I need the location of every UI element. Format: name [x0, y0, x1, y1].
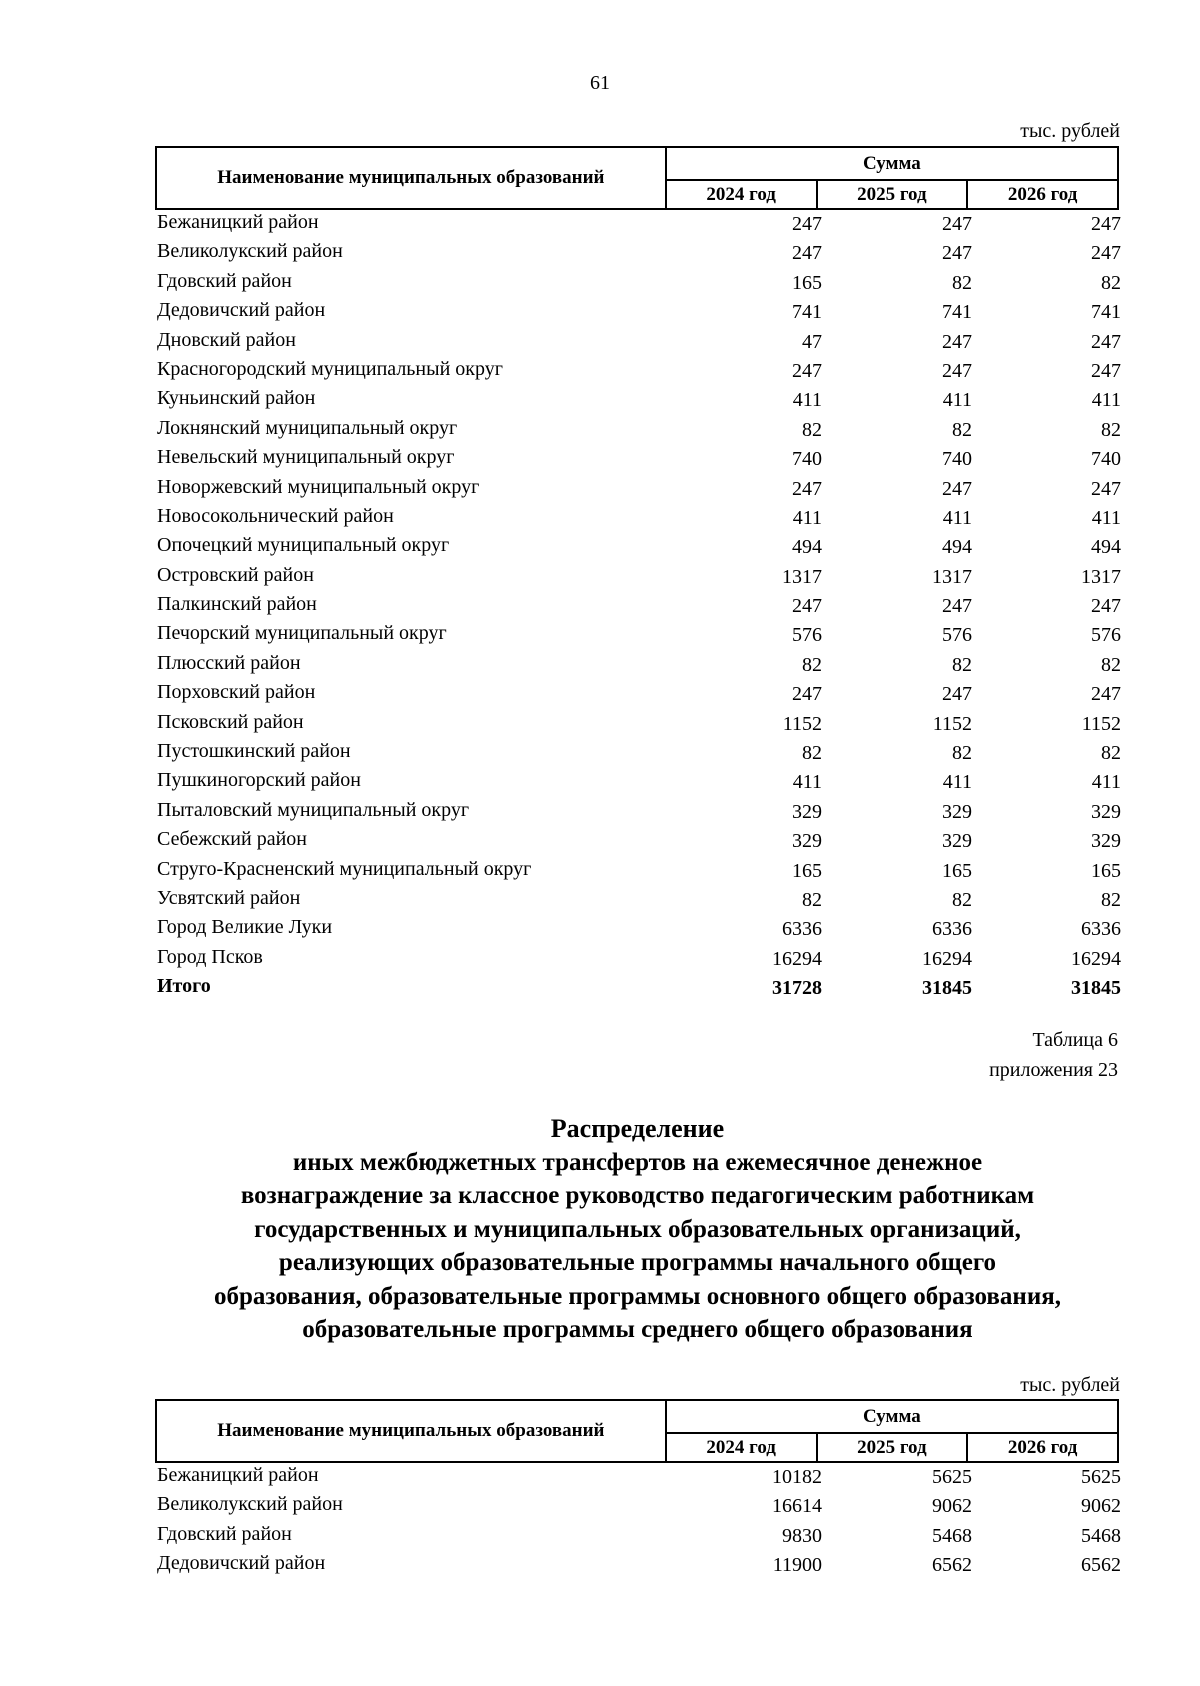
column-header-2025: 2025 год: [817, 1433, 968, 1462]
amount-2025: 247: [942, 595, 972, 618]
amount-2024: 1317: [782, 565, 822, 588]
amount-2026: 5625: [1081, 1466, 1121, 1488]
amount-2025: 247: [942, 213, 972, 235]
column-header-2024: 2024 год: [666, 1433, 817, 1462]
column-header-name: Наименование муниципальных образований: [156, 1400, 666, 1462]
municipality-name: Локнянский муниципальный округ: [157, 416, 458, 439]
amount-2026: 6336: [1081, 918, 1121, 941]
municipality-name: Итого: [157, 975, 211, 998]
table-row: [155, 502, 1119, 531]
amount-2025: 411: [942, 389, 972, 412]
municipality-name: Новоржевский муниципальный округ: [157, 475, 480, 498]
section-title-line: вознаграждение за классное руководство педагогическим работникам: [240, 1182, 1035, 1209]
amount-2026: 247: [1091, 359, 1121, 382]
amount-2026: 411: [1091, 506, 1121, 529]
amount-2026: 247: [1091, 683, 1121, 706]
amount-2024: 329: [792, 830, 822, 853]
table-row: [155, 384, 1119, 413]
municipality-name: Плюсский район: [157, 651, 301, 674]
municipality-name: Струго-Красненский муниципальный округ: [157, 857, 532, 880]
amount-2024: 82: [802, 653, 822, 676]
amount-2024: 6336: [782, 918, 822, 941]
table-row: [155, 884, 1119, 913]
municipality-name: Печорский муниципальный округ: [157, 622, 447, 645]
amount-2024: 741: [792, 301, 822, 324]
amount-2026: 329: [1091, 800, 1121, 823]
column-header-2026: 2026 год: [967, 1433, 1118, 1462]
amount-2025: 5625: [932, 1466, 972, 1488]
amount-2026: 494: [1091, 536, 1121, 559]
municipality-name: Пустошкинский район: [157, 740, 351, 763]
table-row: [155, 443, 1119, 472]
municipality-name: Дновский район: [157, 328, 296, 351]
municipality-name: Пыталовский муниципальный округ: [157, 798, 470, 821]
municipality-name: Себежский район: [157, 828, 307, 851]
amount-2026: 165: [1091, 859, 1121, 882]
amount-2024: 411: [792, 506, 822, 529]
total-row: [155, 972, 1119, 1001]
amount-2024: 82: [802, 742, 822, 765]
amount-2024: 247: [792, 683, 822, 706]
municipality-name: Невельский муниципальный округ: [157, 446, 455, 469]
column-header-name: Наименование муниципальных образований: [156, 147, 666, 209]
amount-2026: 329: [1091, 830, 1121, 853]
section-title-line: реализующих образовательные программы начального общего: [278, 1249, 997, 1276]
amount-2026: 576: [1091, 624, 1121, 647]
amount-2026: 411: [1091, 771, 1121, 794]
table-row: [155, 473, 1119, 502]
amount-2024: 31728: [772, 977, 822, 1000]
amount-2025: 6562: [932, 1554, 972, 1577]
table-row: [155, 1490, 1119, 1519]
table-row: [155, 943, 1119, 972]
amount-2026: 741: [1091, 301, 1121, 324]
table-row: [155, 766, 1119, 795]
amount-2024: 165: [792, 859, 822, 882]
page-number: 61: [590, 72, 610, 94]
amount-2026: 411: [1091, 389, 1121, 412]
column-header-2025: 2025 год: [817, 180, 968, 209]
amount-2026: 82: [1101, 888, 1121, 911]
amount-2025: 247: [942, 242, 972, 265]
table-row: [155, 619, 1119, 648]
table-row: [155, 237, 1119, 266]
amount-2026: 740: [1091, 448, 1121, 471]
municipality-name: Дедовичский район: [157, 1552, 326, 1575]
amount-2024: 16614: [772, 1495, 822, 1518]
municipality-name: Великолукский район: [157, 1493, 343, 1516]
table-row: [155, 1549, 1119, 1578]
amount-2025: 82: [952, 888, 972, 911]
amount-2026: 247: [1091, 477, 1121, 500]
municipality-name: Бежаницкий район: [157, 211, 319, 233]
table-row: [155, 355, 1119, 384]
table-row: [155, 414, 1119, 443]
amount-2025: 247: [942, 683, 972, 706]
amount-2024: 247: [792, 477, 822, 500]
municipality-name: Великолукский район: [157, 240, 343, 263]
section-title: [140, 1112, 1135, 1347]
amount-2025: 1317: [932, 565, 972, 588]
municipality-name: Город Великие Луки: [157, 916, 333, 939]
amount-2026: 82: [1101, 653, 1121, 676]
table1-units: тыс. рублей: [1020, 120, 1120, 142]
amount-2026: 247: [1091, 213, 1121, 235]
amount-2025: 329: [942, 800, 972, 823]
table-reference: [989, 1025, 1118, 1085]
amount-2026: 82: [1101, 742, 1121, 765]
municipality-name: Опочецкий муниципальный округ: [157, 534, 450, 557]
amount-2025: 1152: [932, 712, 972, 735]
amount-2024: 247: [792, 595, 822, 618]
table-row: [155, 1461, 1119, 1490]
amount-2025: 411: [942, 506, 972, 529]
amount-2025: 740: [942, 448, 972, 471]
municipality-name: Гдовский район: [157, 1522, 292, 1545]
table-row: [155, 326, 1119, 355]
amount-2024: 247: [792, 359, 822, 382]
municipality-name: Новосокольнический район: [157, 504, 394, 527]
amount-2026: 6562: [1081, 1554, 1121, 1577]
table-row: [155, 737, 1119, 766]
table-row: [155, 296, 1119, 325]
table-row: [155, 708, 1119, 737]
amount-2024: 1152: [782, 712, 822, 735]
amount-2026: 1317: [1081, 565, 1121, 588]
amount-2025: 576: [942, 624, 972, 647]
table-row: [155, 913, 1119, 942]
amount-2024: 82: [802, 888, 822, 911]
section-title-line: иных межбюджетных трансфертов на ежемесячное денежное: [292, 1148, 983, 1176]
table-row: [155, 825, 1119, 854]
amount-2026: 82: [1101, 271, 1121, 294]
column-header-sum: Сумма: [666, 1400, 1118, 1433]
municipality-name: Город Псков: [157, 945, 263, 968]
amount-2026: 82: [1101, 418, 1121, 441]
amount-2025: 5468: [932, 1524, 972, 1547]
amount-2024: 247: [792, 213, 822, 235]
amount-2024: 740: [792, 448, 822, 471]
amount-2025: 247: [942, 359, 972, 382]
municipality-name: Красногородский муниципальный округ: [157, 357, 503, 380]
amount-2024: 9830: [782, 1524, 822, 1547]
table-row: [155, 267, 1119, 296]
table-row: [155, 796, 1119, 825]
amount-2025: 411: [942, 771, 972, 794]
amount-2025: 247: [942, 477, 972, 500]
section-title-line: образования, образовательные программы основного общего образования,: [213, 1282, 1062, 1310]
municipality-name: Усвятский район: [157, 886, 301, 909]
amount-2025: 165: [942, 859, 972, 882]
amount-2024: 165: [792, 271, 822, 294]
amount-2024: 16294: [772, 947, 822, 970]
column-header-2024: 2024 год: [666, 180, 817, 209]
municipality-name: Гдовский район: [157, 269, 292, 292]
table1-body: [155, 208, 1119, 1002]
amount-2024: 576: [792, 624, 822, 647]
amount-2025: 247: [942, 330, 972, 353]
section-title-line: государственных и муниципальных образовательных организаций,: [254, 1215, 1021, 1243]
amount-2026: 247: [1091, 242, 1121, 265]
amount-2024: 411: [792, 389, 822, 412]
amount-2025: 82: [952, 653, 972, 676]
amount-2025: 16294: [922, 947, 972, 970]
amount-2024: 494: [792, 536, 822, 559]
municipality-name: Островский район: [157, 563, 314, 586]
amount-2025: 9062: [932, 1495, 972, 1518]
table-row: [155, 561, 1119, 590]
amount-2025: 329: [942, 830, 972, 853]
section-title-line: Распределение: [550, 1114, 725, 1143]
amount-2026: 31845: [1071, 977, 1121, 1000]
municipality-name: Псковский район: [157, 710, 304, 733]
municipality-name: Куньинский район: [157, 387, 316, 410]
amount-2026: 247: [1091, 330, 1121, 353]
table-reference-number: Таблица 6: [1032, 1029, 1118, 1051]
table2-units: тыс. рублей: [1020, 1374, 1120, 1396]
amount-2024: 10182: [772, 1466, 822, 1488]
municipality-name: Палкинский район: [157, 593, 317, 616]
amount-2025: 31845: [922, 977, 972, 1000]
table2-header: [155, 1399, 1119, 1463]
table-row: [155, 1520, 1119, 1549]
column-header-2026: 2026 год: [967, 180, 1118, 209]
municipality-name: Бежаницкий район: [157, 1464, 319, 1486]
amount-2025: 82: [952, 742, 972, 765]
amount-2024: 411: [792, 771, 822, 794]
amount-2026: 16294: [1071, 947, 1121, 970]
amount-2025: 82: [952, 418, 972, 441]
amount-2024: 329: [792, 800, 822, 823]
table-row: [155, 855, 1119, 884]
amount-2025: 82: [952, 271, 972, 294]
amount-2024: 47: [802, 330, 822, 353]
table-row: [155, 590, 1119, 619]
table-reference-appendix: приложения 23: [989, 1059, 1118, 1081]
amount-2024: 247: [792, 242, 822, 265]
amount-2024: 82: [802, 418, 822, 441]
table1-header: [155, 146, 1119, 210]
amount-2025: 741: [942, 301, 972, 324]
table2-body: [155, 1461, 1119, 1579]
amount-2026: 5468: [1081, 1524, 1121, 1547]
column-header-sum: Сумма: [666, 147, 1118, 180]
table-row: [155, 208, 1119, 237]
table-row: [155, 678, 1119, 707]
amount-2026: 247: [1091, 595, 1121, 618]
amount-2025: 494: [942, 536, 972, 559]
amount-2024: 11900: [772, 1554, 822, 1577]
table-row: [155, 531, 1119, 560]
municipality-name: Дедовичский район: [157, 299, 326, 322]
amount-2025: 6336: [932, 918, 972, 941]
amount-2026: 9062: [1081, 1495, 1121, 1518]
amount-2026: 1152: [1081, 712, 1121, 735]
table-row: [155, 649, 1119, 678]
section-title-line: образовательные программы среднего общего образования: [302, 1316, 973, 1343]
municipality-name: Пушкиногорский район: [157, 769, 361, 792]
municipality-name: Порховский район: [157, 681, 316, 704]
